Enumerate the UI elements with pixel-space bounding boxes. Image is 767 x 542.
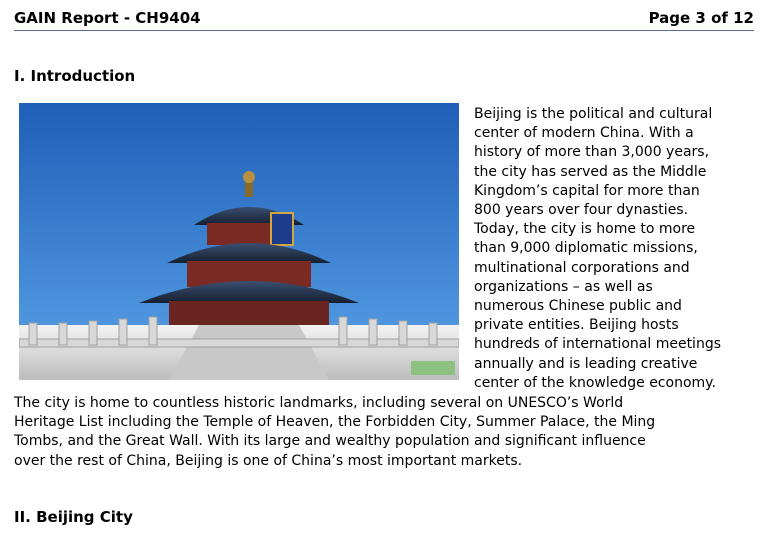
text-line: multinational corporations and	[474, 259, 690, 276]
page-number: Page 3 of 12	[648, 9, 754, 27]
text-line: annually and is leading creative	[474, 355, 698, 372]
text-line: center of modern China. With a	[474, 125, 694, 142]
intro-wrapped-paragraph	[474, 105, 759, 393]
text-line: private entities. Beijing hosts	[474, 317, 679, 334]
text-line: numerous Chinese public and	[474, 298, 682, 315]
text-line: Tombs, and the Great Wall. With its large and wealthy population and significant influence	[14, 433, 646, 450]
report-title: GAIN Report - CH9404	[14, 9, 201, 27]
text-line: hundreds of international meetings	[474, 336, 722, 353]
text-line: The city is home to countless historic landmarks, including several on UNESCO’s World	[14, 395, 624, 411]
text-line: than 9,000 diplomatic missions,	[474, 240, 698, 257]
text-line: 800 years over four dynasties.	[474, 202, 689, 219]
text-line: Today, the city is home to more	[474, 221, 696, 238]
text-line: Kingdom’s capital for more than	[474, 182, 700, 199]
text-line: the city has served as the Middle	[474, 163, 707, 180]
text-line: center of the knowledge economy.	[474, 374, 716, 391]
text-line: Heritage List including the Temple of Heaven, the Forbidden City, Summer Palace, the Ming	[14, 414, 656, 431]
page-header	[14, 8, 754, 31]
text-line: history of more than 3,000 years,	[474, 144, 710, 161]
text-line: Beijing is the political and cultural	[474, 106, 713, 122]
section-heading-beijing-city: II. Beijing City	[14, 508, 133, 526]
text-line: organizations – as well as	[474, 278, 653, 295]
text-line: over the rest of China, Beijing is one of China’s most important markets.	[14, 452, 523, 469]
intro-full-paragraph	[14, 394, 759, 471]
temple-of-heaven-photo	[19, 103, 459, 380]
section-heading-introduction: I. Introduction	[14, 67, 136, 85]
